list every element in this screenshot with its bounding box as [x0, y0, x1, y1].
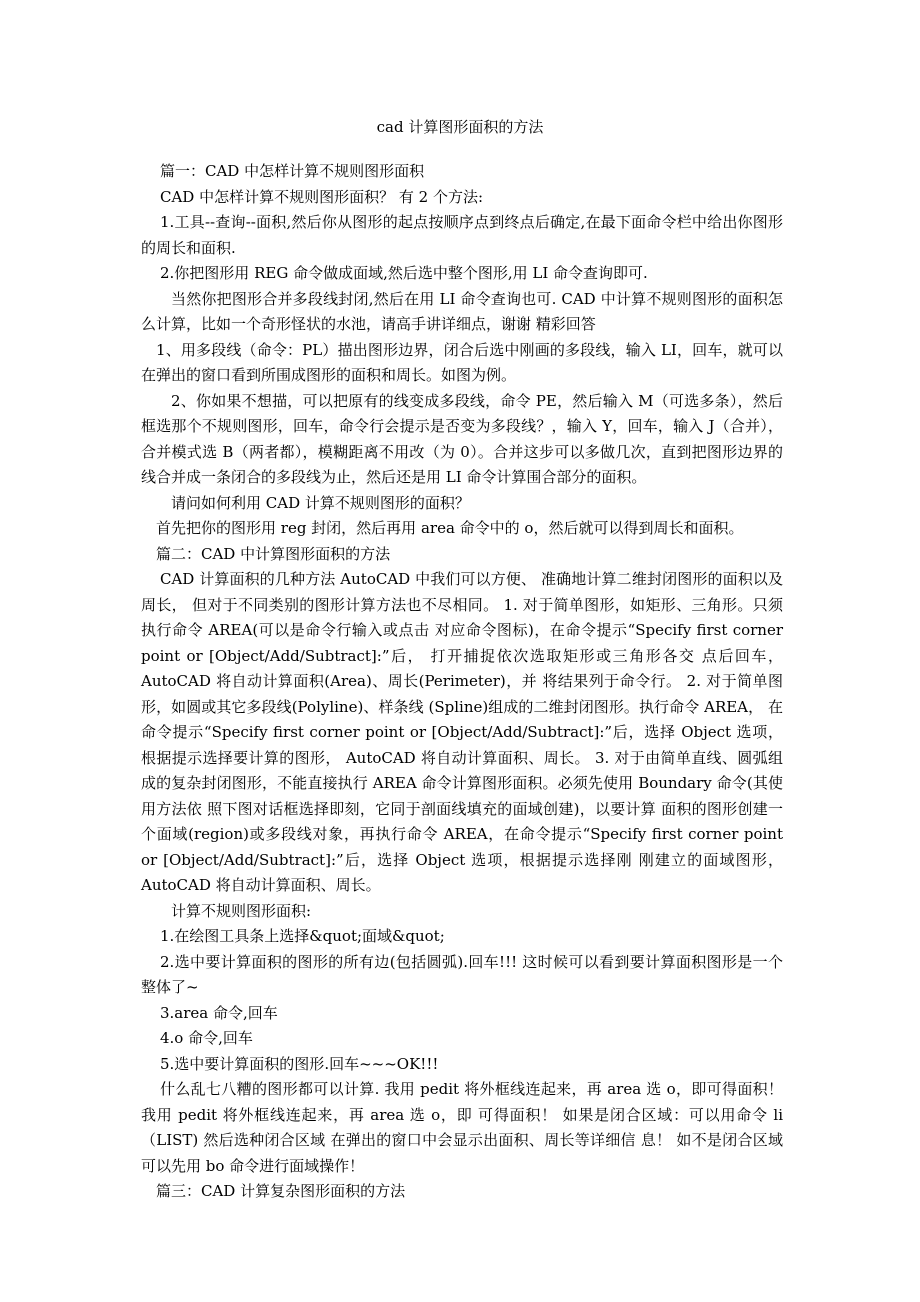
section-heading-1: 篇一：CAD 中怎样计算不规则图形面积: [160, 162, 425, 180]
irregular-step-4: 4.o 命令,回车: [160, 1029, 253, 1047]
document-body: [141, 159, 783, 1205]
answer-intro-paragraph: 当然你把图形合并多段线封闭,然后在用 LI 命令查询也可. CAD 中计算不规则图形的面积怎么计算，比如一个奇形怪状的水池，请高手讲详细点，谢谢 精彩回答: [141, 289, 783, 333]
answer-2-paragraph: 首先把你的图形用 reg 封闭，然后再用 area 命令中的 o，然后就可以得到周长和面积。: [156, 519, 744, 537]
step-2-paragraph: 2、你如果不想描，可以把原有的线变成多段线，命令 PE，然后输入 M（可选多条），然后框选那个不规则图形，回车，命令行会提示是否变为多段线？，输入 Y，回车，输入 J（合并），合并模式选 B（两者都），模糊距离不用改（为 0）。合并这步可以多做几次，直到把图形边界的线合并成一条闭合的多段线为止，然后还是用 LI 命令计算围合部分的面积。: [141, 391, 783, 486]
irregular-step-1: 1.在绘图工具条上选择&quot;面域&quot;: [160, 927, 445, 945]
method-2-paragraph: 2.你把图形用 REG 命令做成面域,然后选中整个图形,用 LI 命令查询即可.: [160, 264, 648, 282]
pedit-paragraph: 什么乱七八糟的图形都可以计算. 我用 pedit 将外框线连起来，再 area 选 o，即可得面积！我用 pedit 将外框线连起来，再 area 选 o，即 可得面积！ 如果是闭合区域：可以用命令 li（LIST) 然后选种闭合区域 在弹出的窗口中会显示出面积、周长等详细信 息！ 如不是闭合区域可以先用 bo 命令进行面域操作！: [141, 1080, 783, 1175]
irregular-step-5: 5.选中要计算面积的图形.回车~~~OK!!!: [160, 1054, 439, 1073]
document-title: cad 计算图形面积的方法: [376, 118, 544, 136]
question-paragraph: CAD 中怎样计算不规则图形面积？ 有 2 个方法:: [160, 187, 484, 206]
irregular-heading: 计算不规则图形面积:: [171, 901, 312, 920]
method-1-paragraph: 1.工具--查询--面积,然后你从图形的起点按顺序点到终点后确定,在最下面命令栏中给出你图形的周长和面积.: [141, 213, 783, 257]
section-heading-3: 篇三：CAD 计算复杂图形面积的方法: [156, 1182, 406, 1200]
area-methods-paragraph: CAD 计算面积的几种方法 AutoCAD 中我们可以方便、 准确地计算二维封闭图形的面积以及周长， 但对于不同类别的图形计算方法也不尽相同。 1. 对于简单图形，如矩形、三角形。只须执行命令 AREA(可以是命令行输入或点击 对应命令图标)，在命令提示“Specify first corner point or [Object/Add/Subtract]:”后， 打开捕捉依次选取矩形或三角形各交 点后回车，AutoCAD 将自动计算面积(Area)、周长(Perimeter)，并 将结果列于命令行。 2. 对于简单图形，如圆或其它多段线(Polyline)、样条线 (Spline)组成的二维封闭图形。执行命令 AREA， 在命令提示“Specify first corner point or [Object/Add/Subtract]:”后，选择 Object 选项，根据提示选择要计算的图形， AutoCAD 将自动计算面积、周长。 3. 对于由简单直线、圆弧组成的复杂封闭图形，不能直接执行 AREA 命令计算图形面积。必须先使用 Boundary 命令(其使用方法依 照下图对话框选择即刻，它同于剖面线填充的面域创建)，以要计算 面积的图形创建一个面域(region)或多段线对象，再执行命令 AREA，在命令提示“Specify first corner point or [Object/Add/Subtract]:”后，选择 Object 选项，根据提示选择刚 刚建立的面域图形，AutoCAD 将自动计算面积、周长。: [141, 570, 783, 894]
section-heading-2: 篇二：CAD 中计算图形面积的方法: [156, 544, 391, 563]
irregular-step-3: 3.area 命令,回车: [160, 1003, 278, 1022]
question-2-paragraph: 请问如何利用 CAD 计算不规则图形的面积？: [171, 493, 470, 512]
step-1-paragraph: 1、用多段线（命令：PL）描出图形边界，闭合后选中刚画的多段线，输入 LI，回车，就可以在弹出的窗口看到所围成图形的面积和周长。如图为例。: [141, 340, 783, 384]
irregular-step-2: 2.选中要计算面积的图形的所有边(包括圆弧).回车!!! 这时候可以看到要计算面积图形是一个整体了~: [141, 952, 783, 996]
